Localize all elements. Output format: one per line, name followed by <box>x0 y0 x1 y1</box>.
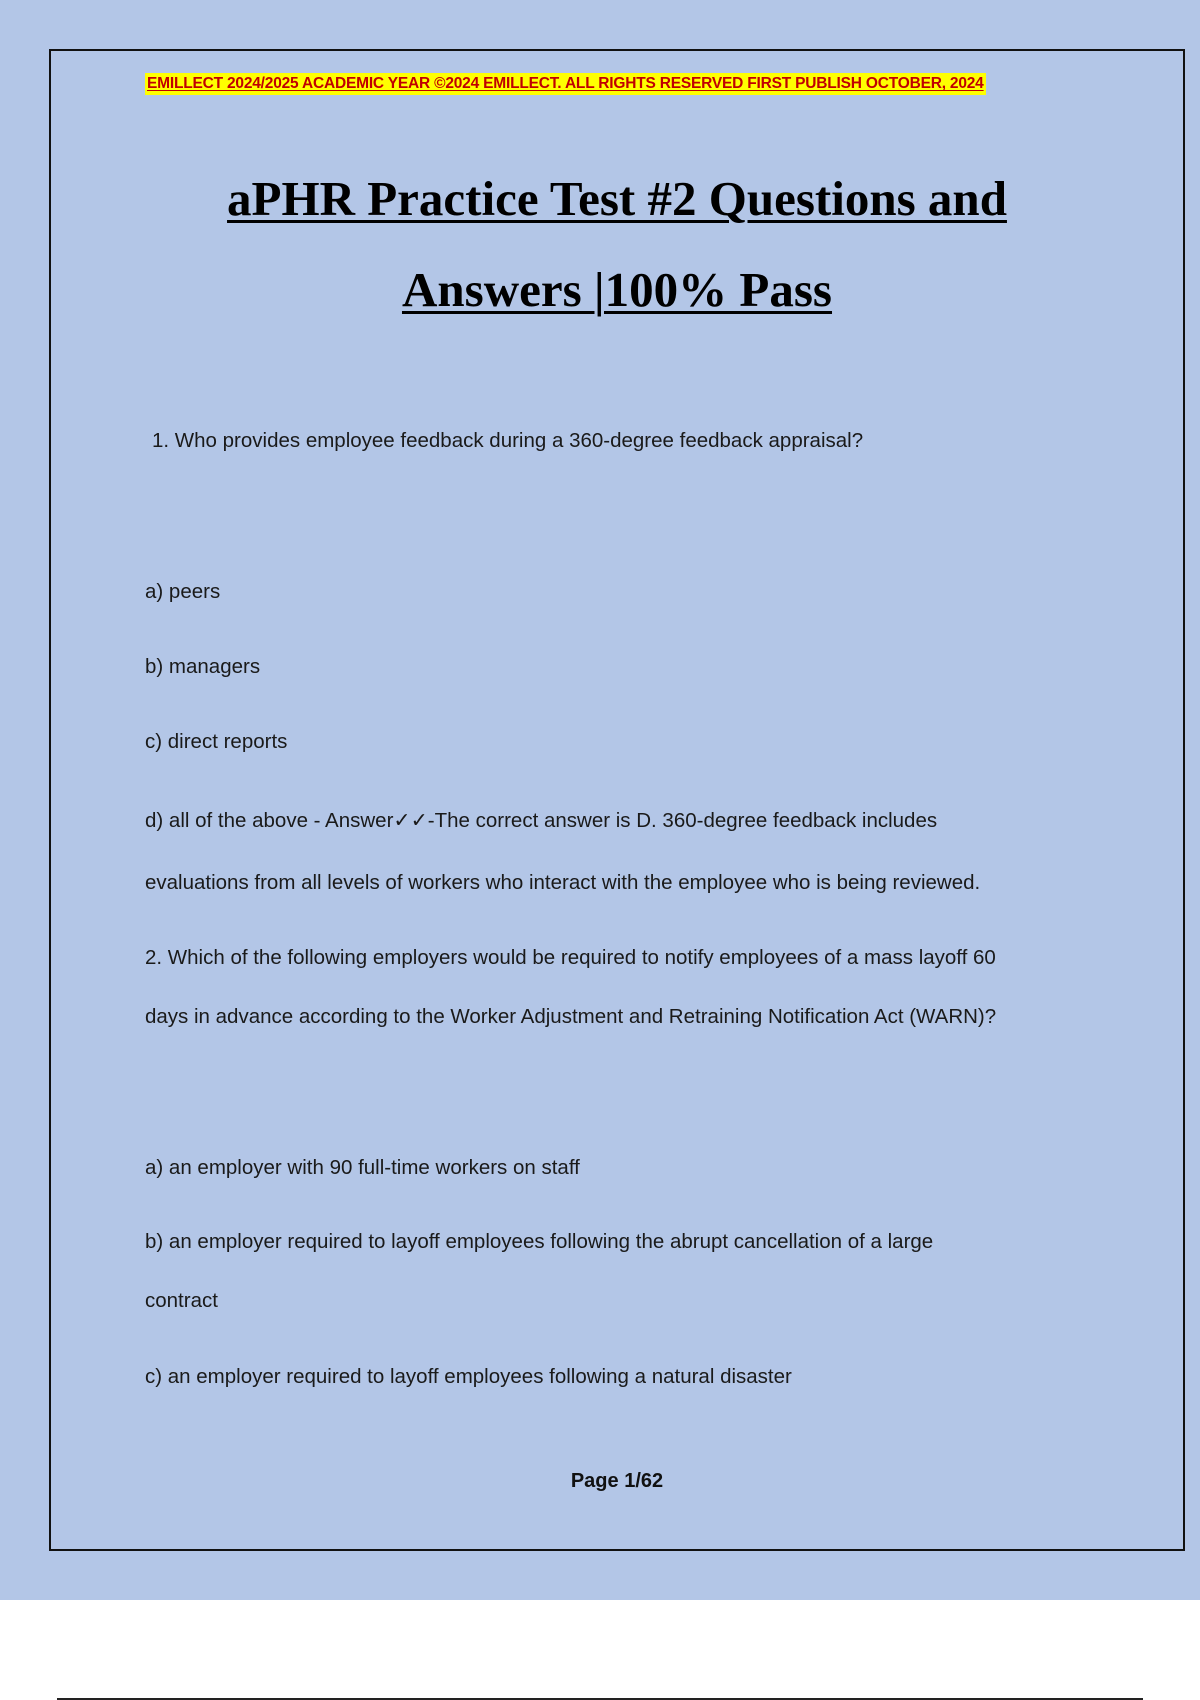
question-1-text: 1. Who provides employee feedback during a 360-degree feedback appraisal? <box>152 429 864 452</box>
question-1-option-c: c) direct reports <box>145 730 288 753</box>
question-1-option-a: a) peers <box>145 580 221 603</box>
document-title-line-1: aPHR Practice Test #2 Questions and <box>227 171 1007 226</box>
question-2-option-b-continued: contract <box>145 1289 218 1312</box>
question-1-answer-explanation: evaluations from all levels of workers who interact with the employee who is being reviewed. <box>145 871 981 894</box>
question-2-option-b: b) an employer required to layoff employees following the abrupt cancellation of a large <box>145 1230 934 1253</box>
copyright-banner: EMILLECT 2024/2025 ACADEMIC YEAR ©2024 EMILLECT. ALL RIGHTS RESERVED FIRST PUBLISH OCTOBER, 2024 <box>145 73 986 95</box>
document-title-line-2: Answers |100% Pass <box>401 262 833 317</box>
question-2-option-a: a) an employer with 90 full-time workers on staff <box>145 1156 580 1179</box>
page-number: Page 1/62 <box>570 1470 664 1492</box>
question-2-text-line-2: days in advance according to the Worker Adjustment and Retraining Notification Act (WARN)? <box>145 1005 997 1028</box>
question-1-option-b: b) managers <box>145 655 261 678</box>
question-2-option-c: c) an employer required to layoff employees following a natural disaster <box>145 1365 792 1388</box>
question-1-option-d-answer: d) all of the above - Answer✓✓-The correct answer is D. 360-degree feedback includes <box>145 809 938 832</box>
question-2-text-line-1: 2. Which of the following employers would be required to notify employees of a mass layoff 60 <box>145 946 996 969</box>
